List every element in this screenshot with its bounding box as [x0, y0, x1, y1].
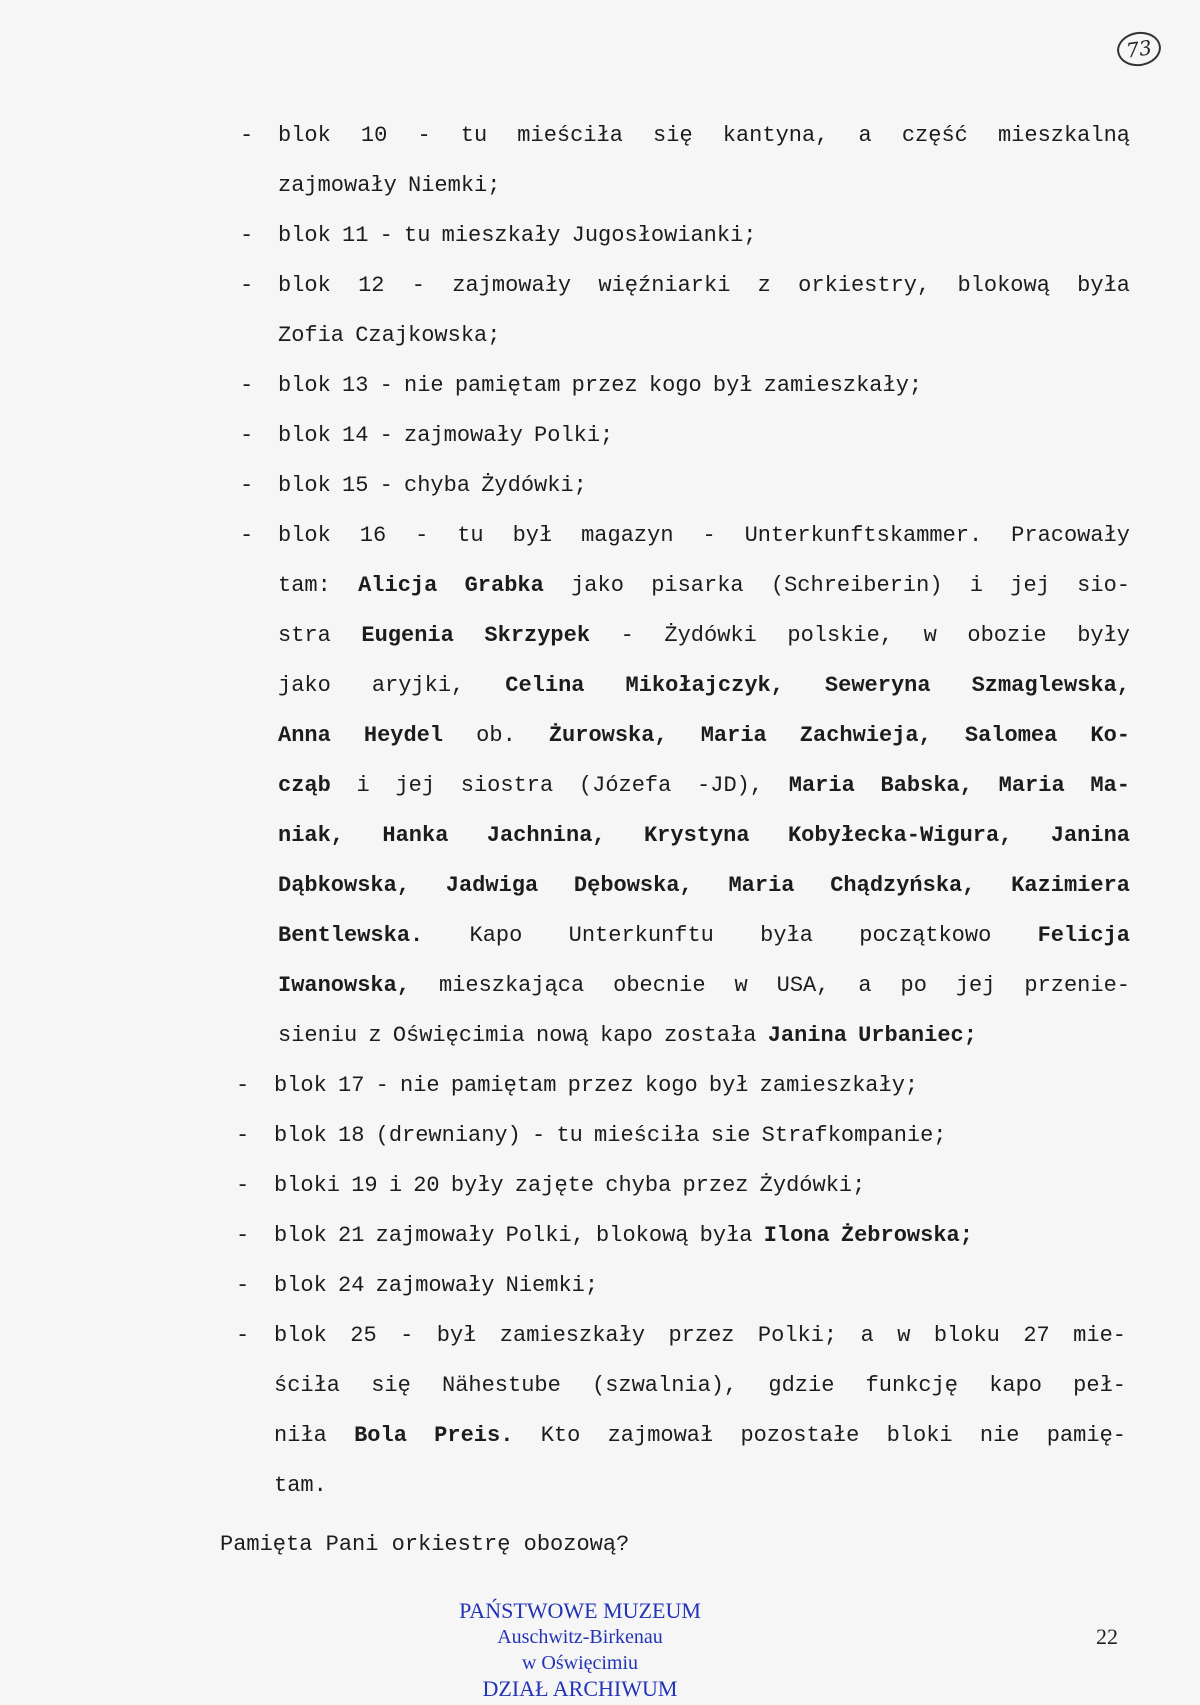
text-run: blok 15 - chyba Żydówki;: [278, 473, 587, 498]
list-item-text: [274, 1261, 1126, 1311]
text-run: Kto zajmował pozostałe bloki nie pamię-: [513, 1423, 1126, 1448]
list-dash: -: [236, 1323, 250, 1348]
text-line: [274, 1061, 1126, 1111]
list-dash: -: [236, 1173, 250, 1198]
text-run: blok 13 - nie pamiętam przez kogo był zamieszkały;: [278, 373, 923, 398]
text-run: blok 14 - zajmowały Polki;: [278, 423, 614, 448]
list-dash: -: [240, 123, 254, 148]
text-line: [274, 1211, 1126, 1261]
text-line: [274, 1161, 1126, 1211]
list-dash: -: [240, 473, 254, 498]
text-line: [278, 561, 1130, 611]
person-name: Janina Urbaniec;: [767, 1023, 977, 1048]
person-name: Bentlewska.: [278, 923, 424, 948]
text-line: [278, 211, 1130, 261]
archive-stamp: [430, 1598, 730, 1702]
text-run: Zofia Czajkowska;: [278, 323, 501, 348]
list-dash: -: [240, 423, 254, 448]
list-dash: -: [236, 1073, 250, 1098]
stamp-line-archive: DZIAŁ ARCHIWUM: [482, 1676, 678, 1701]
text-line: [274, 1261, 1126, 1311]
text-run: niła: [274, 1423, 355, 1448]
text-run: tam.: [274, 1473, 327, 1498]
text-run: jako pisarka (Schreiberin) i jej sio-: [543, 573, 1130, 598]
text-run: sieniu z Oświęcimia nową kapo została: [278, 1023, 768, 1048]
text-run: jako aryjki,: [278, 673, 506, 698]
list-dash: -: [236, 1123, 250, 1148]
text-line: [274, 1311, 1126, 1361]
person-name: Alicja Grabka: [358, 573, 544, 598]
list-item-text: [274, 1111, 1126, 1161]
list-item-text: [278, 261, 1130, 361]
text-line: [278, 361, 1130, 411]
text-run: blok 17 - nie pamiętam przez kogo był zamieszkały;: [274, 1073, 919, 1098]
text-run: ob.: [443, 723, 549, 748]
list-dash: -: [240, 523, 254, 548]
person-name: Celina Mikołajczyk, Seweryna Szmaglewska,: [505, 673, 1130, 698]
stamp-line-museum: PAŃSTWOWE MUZEUM: [459, 1598, 701, 1623]
interview-question: Pamięta Pani orkiestrę obozową?: [220, 1532, 630, 1557]
text-run: blok 16 - tu był magazyn - Unterkunftskammer. Pracowały: [278, 523, 1130, 548]
stamp-line-oswiecim: w Oświęcimiu: [521, 1652, 639, 1674]
person-name: Maria Babska, Maria Ma-: [788, 773, 1130, 798]
text-run: - Żydówki polskie, w obozie były: [590, 623, 1131, 648]
list-item-text: [274, 1161, 1126, 1211]
text-run: mieszkająca obecnie w USA, a po jej przenie-: [410, 973, 1130, 998]
text-line: [278, 461, 1130, 511]
list-dash: -: [240, 373, 254, 398]
text-line: [274, 1411, 1126, 1461]
list-item-text: [274, 1211, 1126, 1261]
text-line: [278, 761, 1130, 811]
list-dash: -: [236, 1273, 250, 1298]
text-run: blok 12 - zajmowały więźniarki z orkiestry, blokową była: [278, 273, 1130, 298]
text-run: bloki 19 i 20 były zajęte chyba przez Żydówki;: [274, 1173, 866, 1198]
person-name: Dąbkowska, Jadwiga Dębowska, Maria Chądzyńska, Kazimiera: [278, 873, 1130, 898]
list-dash: -: [240, 273, 254, 298]
text-run: tam:: [278, 573, 359, 598]
text-run: blok 21 zajmowały Polki, blokową była: [274, 1223, 764, 1248]
text-run: Kapo Unterkunftu była początkowo: [423, 923, 1038, 948]
text-run: stra: [278, 623, 362, 648]
person-name: Anna Heydel: [278, 723, 444, 748]
text-line: [278, 811, 1130, 861]
folio-number-handwritten: 73: [1115, 29, 1163, 69]
text-line: [278, 261, 1130, 311]
text-run: blok 25 - był zamieszkały przez Polki; a w bloku 27 mie-: [274, 1323, 1126, 1348]
text-line: [278, 661, 1130, 711]
person-name: Ilona Żebrowska;: [763, 1223, 973, 1248]
text-line: [274, 1361, 1126, 1411]
person-name: niak, Hanka Jachnina, Krystyna Kobyłecka-Wigura, Janina: [278, 823, 1130, 848]
text-line: [278, 911, 1130, 961]
text-run: blok 10 - tu mieściła się kantyna, a część mieszkalną: [278, 123, 1130, 148]
text-line: [278, 111, 1130, 161]
text-line: [274, 1461, 1126, 1511]
list-item-text: [278, 511, 1130, 1061]
text-line: [278, 411, 1130, 461]
text-line: [278, 311, 1130, 361]
text-line: [278, 161, 1130, 211]
stamp-line-auschwitz: Auschwitz-Birkenau: [497, 1626, 663, 1648]
person-name: Felicja: [1037, 923, 1130, 948]
text-line: [278, 1011, 1130, 1061]
text-line: [278, 961, 1130, 1011]
list-item-text: [274, 1311, 1126, 1511]
list-dash: -: [240, 223, 254, 248]
person-name: Eugenia Skrzypek: [361, 623, 591, 648]
text-run: ściła się Nähestube (szwalnia), gdzie funkcję kapo peł-: [274, 1373, 1126, 1398]
list-item-text: [278, 211, 1130, 261]
text-run: blok 11 - tu mieszkały Jugosłowianki;: [278, 223, 757, 248]
text-line: [278, 511, 1130, 561]
text-line: [274, 1111, 1126, 1161]
list-item-text: [278, 461, 1130, 511]
text-run: blok 18 (drewniany) - tu mieściła sie Strafkompanie;: [274, 1123, 947, 1148]
text-run: blok 24 zajmowały Niemki;: [274, 1273, 599, 1298]
list-dash: -: [236, 1223, 250, 1248]
person-name: Bola Preis.: [354, 1423, 514, 1448]
text-line: [278, 611, 1130, 661]
page-number: 22: [1096, 1624, 1118, 1649]
list-item-text: [278, 411, 1130, 461]
person-name: cząb: [278, 773, 331, 798]
person-name: Iwanowska,: [278, 973, 411, 998]
person-name: Żurowska, Maria Zachwieja, Salomea Ko-: [548, 723, 1130, 748]
list-item-text: [274, 1061, 1126, 1111]
text-run: zajmowały Niemki;: [278, 173, 501, 198]
list-item-text: [278, 361, 1130, 411]
text-line: [278, 861, 1130, 911]
list-item-text: [278, 111, 1130, 211]
text-run: i jej siostra (Józefa -JD),: [330, 773, 789, 798]
text-line: [278, 711, 1130, 761]
